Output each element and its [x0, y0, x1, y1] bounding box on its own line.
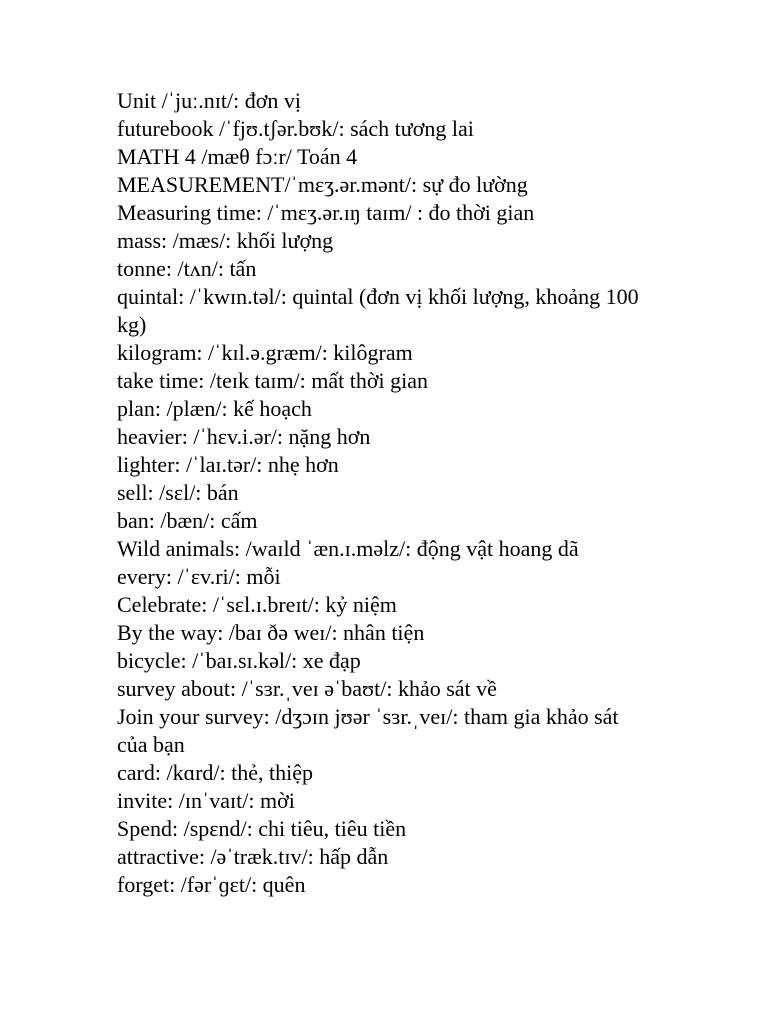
vocab-line: Unit /ˈjuː.nɪt/: đơn vị — [117, 88, 301, 113]
vocab-line: Join your survey: /dʒɔɪn jʊər ˈsɜr.ˌveɪ/: tham gia khảo sát của bạn — [117, 704, 619, 757]
vocab-line: forget: /fərˈɡɛt/: quên — [117, 872, 306, 897]
vocab-line: Measuring time: /ˈmɛʒ.ər.ɪŋ taɪm/ : đo thời gian — [117, 200, 535, 225]
vocab-line: invite: /ɪnˈvaɪt/: mời — [117, 788, 295, 813]
vocab-line: sell: /sɛl/: bán — [117, 480, 239, 505]
vocab-line: mass: /mæs/: khối lượng — [117, 228, 334, 253]
vocab-line: attractive: /əˈtræk.tɪv/: hấp dẫn — [117, 844, 389, 869]
vocab-line: every: /ˈɛv.ri/: mỗi — [117, 564, 281, 589]
vocab-line: plan: /plæn/: kế hoạch — [117, 396, 312, 421]
vocab-line: By the way: /baɪ ðə weɪ/: nhân tiện — [117, 620, 425, 645]
vocab-line: take time: /teɪk taɪm/: mất thời gian — [117, 368, 429, 393]
vocab-line: survey about: /ˈsɜr.ˌveɪ əˈbaʊt/: khảo sát về — [117, 676, 497, 701]
vocab-line: MATH 4 /mæθ fɔːr/ Toán 4 — [117, 144, 358, 169]
vocabulary-list — [117, 87, 647, 899]
vocab-line: MEASUREMENT/ˈmɛʒ.ər.mənt/: sự đo lường — [117, 172, 528, 197]
vocab-line: quintal: /ˈkwɪn.təl/: quintal (đơn vị khối lượng, khoảng 100 kg) — [117, 284, 639, 337]
vocab-line: lighter: /ˈlaɪ.tər/: nhẹ hơn — [117, 452, 339, 477]
vocab-line: Celebrate: /ˈsɛl.ɪ.breɪt/: kỷ niệm — [117, 592, 397, 617]
vocab-line: heavier: /ˈhɛv.i.ər/: nặng hơn — [117, 424, 371, 449]
vocab-line: futurebook /ˈfjʊ.tʃər.bʊk/: sách tương lai — [117, 116, 474, 141]
vocab-line: Spend: /spɛnd/: chi tiêu, tiêu tiền — [117, 816, 407, 841]
vocab-line: card: /kɑrd/: thẻ, thiệp — [117, 760, 314, 785]
vocab-line: Wild animals: /waɪld ˈæn.ɪ.məlz/: động vật hoang dã — [117, 536, 579, 561]
vocab-line: tonne: /tʌn/: tấn — [117, 256, 257, 281]
vocab-line: kilogram: /ˈkɪl.ə.græm/: kilôgram — [117, 340, 413, 365]
vocab-line: bicycle: /ˈbaɪ.sɪ.kəl/: xe đạp — [117, 648, 361, 673]
vocab-line: ban: /bæn/: cấm — [117, 508, 258, 533]
